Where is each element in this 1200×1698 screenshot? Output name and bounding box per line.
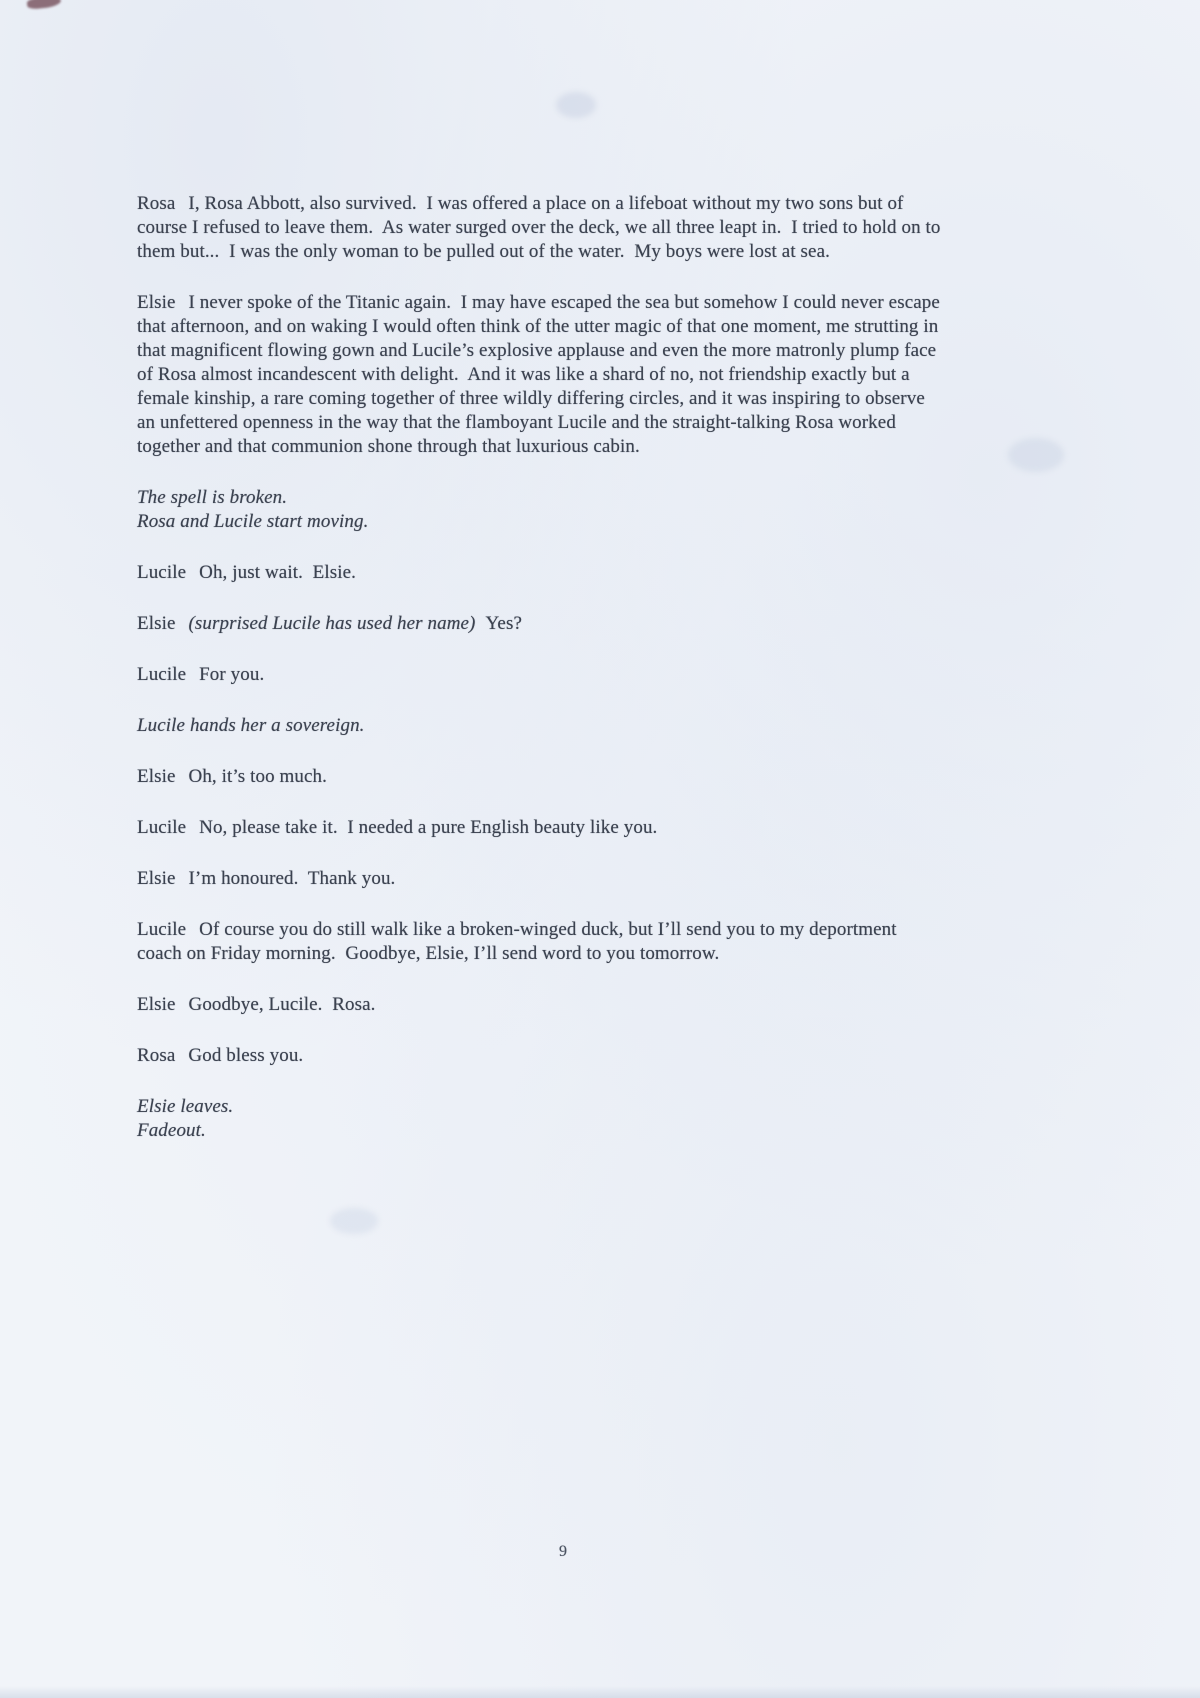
dialogue-block xyxy=(137,663,943,687)
speaker-name: Rosa xyxy=(137,1045,176,1066)
dialogue-text: I’m honoured. Thank you. xyxy=(188,868,396,889)
dialogue-text: Goodbye, Lucile. Rosa. xyxy=(188,994,376,1015)
speaker-name: Rosa xyxy=(137,193,176,214)
parenthetical-direction: (surprised Lucile has used her name) xyxy=(188,613,476,634)
dialogue-block xyxy=(137,1044,943,1068)
dialogue-block xyxy=(137,765,943,789)
speaker-name: Elsie xyxy=(137,994,176,1015)
dialogue-block xyxy=(137,561,943,585)
dialogue-text: Oh, just wait. Elsie. xyxy=(199,562,356,583)
dialogue-block xyxy=(137,291,943,459)
script-text-column xyxy=(137,192,946,1143)
dialogue-text: Oh, it’s too much. xyxy=(188,766,327,787)
stage-direction-line: Fadeout. xyxy=(137,1120,206,1141)
speaker-name: Lucile xyxy=(137,919,187,940)
dialogue-text: Of course you do still walk like a broken-winged duck, but I’ll send you to my deportment coach on Friday morning. Goodbye, Elsie, I’ll send word to you tomorrow. xyxy=(137,919,902,964)
stage-direction xyxy=(137,486,943,534)
dialogue-text: I never spoke of the Titanic again. I may have escaped the sea but somehow I could never escape that afternoon, and on waking I would often think of the utter magic of that one moment, me strutting in that magnificent flowing gown and Lucile’s explosive applause and even the more matronly plump face of Rosa almost incandescent with delight. And it was like a shard of no, not friendship exactly but a female kinship, a rare coming together of three wildly differing circles, and it was inspiring to observe an unfettered openness in the way that the flamboyant Lucile and the straight-talking Rosa worked together and that communion shone through that luxurious cabin. xyxy=(137,292,945,457)
dialogue-block xyxy=(137,816,943,840)
dialogue-block xyxy=(137,918,943,966)
dialogue-text: I, Rosa Abbott, also survived. I was offered a place on a lifeboat without my two sons but of course I refused to leave them. As water surged over the deck, we all three leapt in. I tried to hold on to them but... I was the only woman to be pulled out of the water. My boys were lost at sea. xyxy=(137,193,946,262)
stage-direction xyxy=(137,1095,943,1143)
speaker-name: Elsie xyxy=(137,292,176,313)
dialogue-text: No, please take it. I needed a pure English beauty like you. xyxy=(199,817,658,838)
scan-artifact xyxy=(556,92,596,118)
dialogue-block xyxy=(137,612,943,636)
dialogue-block xyxy=(137,993,943,1017)
scan-artifact xyxy=(1008,438,1064,472)
dialogue-block xyxy=(137,192,946,264)
stage-direction-line: Rosa and Lucile start moving. xyxy=(137,511,369,532)
speaker-name: Lucile xyxy=(137,562,187,583)
page-number: 9 xyxy=(559,1543,567,1560)
stage-direction-line: Lucile hands her a sovereign. xyxy=(137,715,365,736)
dialogue-text: For you. xyxy=(199,664,265,685)
speaker-name: Elsie xyxy=(137,868,176,889)
stage-direction-line: Elsie leaves. xyxy=(137,1096,234,1117)
scan-corner-mark xyxy=(27,0,62,10)
stage-direction-line: The spell is broken. xyxy=(137,487,288,508)
dialogue-text: God bless you. xyxy=(188,1045,304,1066)
dialogue-block xyxy=(137,867,943,891)
scan-bottom-edge xyxy=(0,1686,1200,1698)
speaker-name: Elsie xyxy=(137,613,176,634)
scan-artifact xyxy=(330,1208,378,1234)
speaker-name: Lucile xyxy=(137,817,187,838)
speaker-name: Lucile xyxy=(137,664,187,685)
speaker-name: Elsie xyxy=(137,766,176,787)
dialogue-text: Yes? xyxy=(485,613,522,634)
stage-direction xyxy=(137,714,943,738)
